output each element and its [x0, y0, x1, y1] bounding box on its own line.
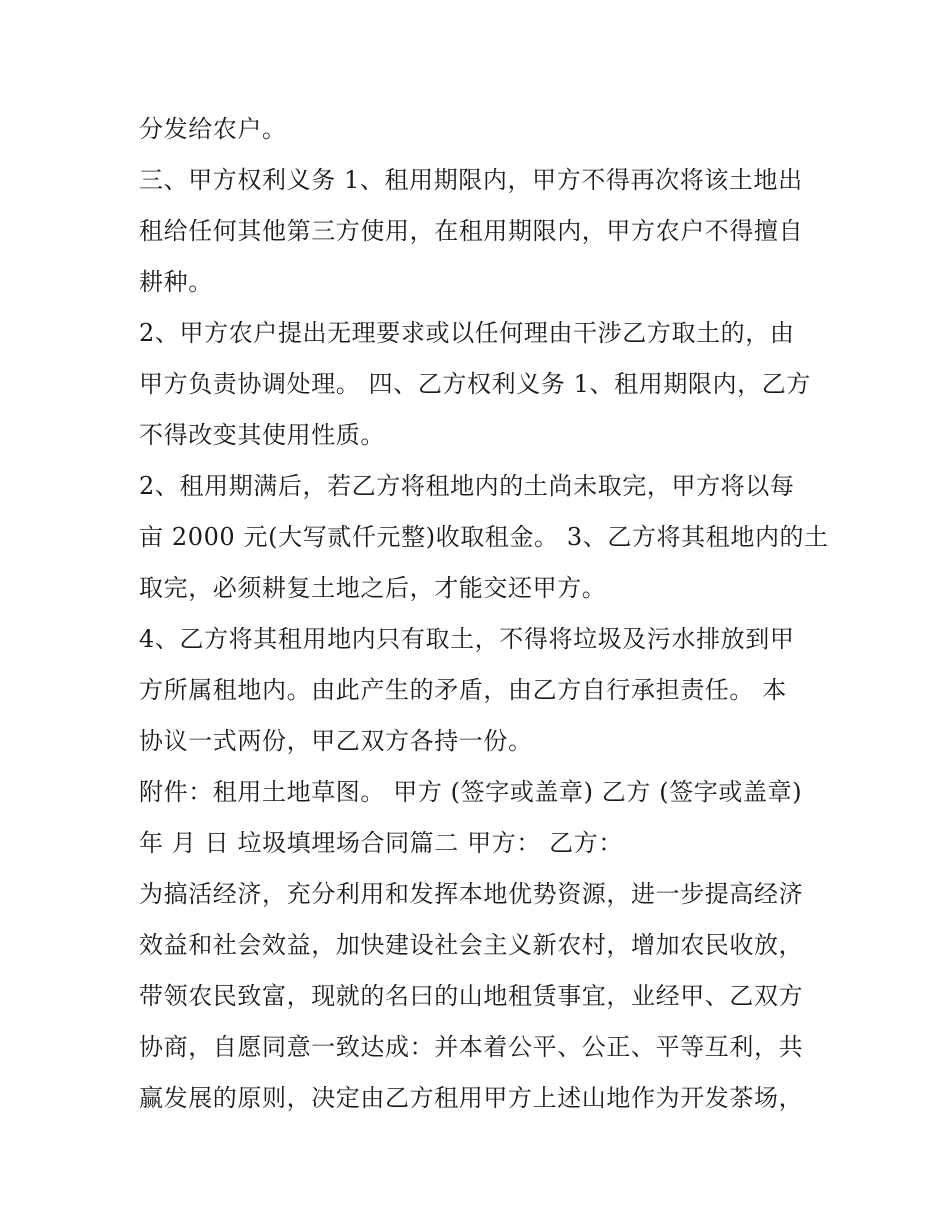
text-line: 2、甲方农户提出无理要求或以任何理由干涉乙方取土的，由 — [139, 319, 795, 347]
text-line: 三、甲方权利义务 1、租用期限内，甲方不得再次将该土地出 — [139, 166, 803, 194]
text-line: 效益和社会效益，加快建设社会主义新农村，增加农民收放， — [139, 931, 804, 959]
text-line: 协议一式两份，甲乙双方各持一份。 — [139, 727, 533, 755]
text-line: 耕种。 — [139, 268, 213, 296]
text-line: 分发给农户。 — [139, 115, 287, 143]
text-line: 为搞活经济，充分利用和发挥本地优势资源，进一步提高经济 — [139, 880, 804, 908]
text-line: 2、租用期满后，若乙方将租地内的土尚未取完，甲方将以每 — [139, 472, 795, 500]
text-line: 甲方负责协调处理。 四、乙方权利义务 1、租用期限内，乙方 — [139, 370, 811, 398]
text-line: 方所属租地内。由此产生的矛盾，由乙方自行承担责任。 本 — [139, 676, 787, 704]
text-line: 取完，必须耕复土地之后，才能交还甲方。 — [139, 574, 607, 602]
text-line: 附件：租用土地草图。 甲方 (签字或盖章) 乙方 (签字或盖章) — [139, 778, 803, 806]
text-line: 不得改变其使用性质。 — [139, 421, 385, 449]
text-line: 赢发展的原则，决定由乙方租用甲方上述山地作为开发茶场， — [139, 1084, 804, 1112]
text-line: 4、乙方将其租用地内只有取土，不得将垃圾及污水排放到甲 — [139, 625, 795, 653]
text-line: 协商，自愿同意一致达成：并本着公平、公正、平等互利，共 — [139, 1033, 804, 1061]
text-line: 租给任何其他第三方使用，在租用期限内，甲方农户不得擅自 — [139, 217, 804, 245]
text-line: 带领农民致富，现就的名曰的山地租赁事宜，业经甲、乙双方 — [139, 982, 804, 1010]
text-line: 亩 2000 元(大写贰仟元整)收取租金。 3、乙方将其租地内的土 — [139, 523, 829, 551]
text-line: 年 月 日 垃圾填埋场合同篇二 甲方： 乙方： — [139, 829, 623, 857]
document-body — [139, 108, 829, 1128]
